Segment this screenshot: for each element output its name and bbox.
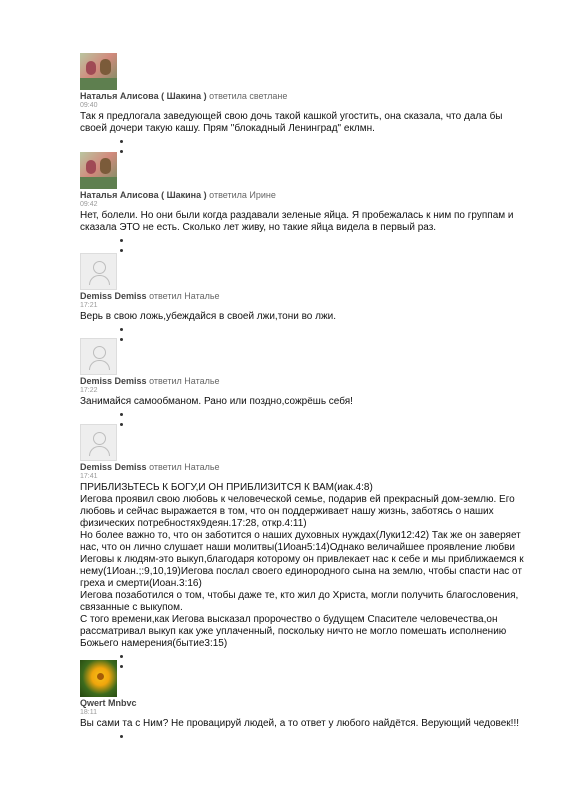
comment-paragraph: Но более важно то, что он заботится о наших духовных нуждах(Луки12:42) Так же он заверяет нас, что он лично слушает наши молитвы(1Иоан5:14)Однако величайшее проявление любви Иеговы к людям-это выкуп,благодаря которому он привлекает нас к себе и мы приближаемся к нему(1Иоан.;:9,10,19)Иегова послал своего единородного сына на землю, чтобы спасти нас от греха и смерти(Иоан.3:16) bbox=[80, 530, 524, 589]
comment-meta bbox=[80, 462, 530, 473]
comment-time: 18:11 bbox=[80, 709, 97, 716]
author-link[interactable]: Qwert Mnbvc bbox=[80, 698, 137, 708]
author-link[interactable]: Demiss Demiss bbox=[80, 291, 147, 301]
action-bullet[interactable] bbox=[80, 137, 530, 147]
author-link[interactable]: Наталья Алисова ( Шакина ) bbox=[80, 190, 207, 200]
reply-target: ответила Ирине bbox=[209, 190, 276, 200]
comment bbox=[80, 424, 530, 672]
comment-time: 17:41 bbox=[80, 473, 98, 480]
comment-time: 17:22 bbox=[80, 387, 98, 394]
author-link[interactable]: Demiss Demiss bbox=[80, 462, 147, 472]
comment-text: Занимайся самообманом. Рано или поздно,сожрёшь себя! bbox=[80, 396, 353, 407]
author-link[interactable]: Demiss Demiss bbox=[80, 376, 147, 386]
comment-actions bbox=[80, 732, 530, 742]
comment bbox=[80, 338, 530, 430]
avatar[interactable] bbox=[80, 424, 117, 461]
comment-text bbox=[80, 482, 530, 650]
comment bbox=[80, 152, 530, 256]
avatar[interactable] bbox=[80, 660, 117, 697]
action-bullet[interactable] bbox=[80, 236, 530, 246]
comment-meta bbox=[80, 91, 530, 102]
comment bbox=[80, 253, 530, 345]
comment-time: 17:21 bbox=[80, 302, 98, 309]
comment-text: Нет, болели. Но они были когда раздавали зеленые яйца. Я пробежалась к ним по группам и сказала ЭТО не есть. Сколько лет живу, но такие яйца видела в первый раз. bbox=[80, 210, 514, 233]
comment-paragraph: Иегова позаботился о том, чтобы даже те, кто жил до Христа, могли получить благословения, связанные с выкупом. bbox=[80, 590, 519, 613]
comment-time: 09:40 bbox=[80, 102, 98, 109]
flower-icon bbox=[97, 673, 104, 680]
comment-time: 09:42 bbox=[80, 201, 98, 208]
user-icon bbox=[93, 432, 106, 445]
reply-target: ответила светлане bbox=[209, 91, 288, 101]
reply-target: ответил Наталье bbox=[149, 376, 220, 386]
comment-paragraph: Иегова проявил свою любовь к человеческой семье, подарив ей прекрасный дом-землю. Его любовь и сейчас выражается в том, что он поддерживает нашу жизнь, заботясь о наших физических потребностях9деян.17:28, откр.4:11) bbox=[80, 494, 515, 529]
author-link[interactable]: Наталья Алисова ( Шакина ) bbox=[80, 91, 207, 101]
comment bbox=[80, 53, 530, 157]
avatar[interactable] bbox=[80, 338, 117, 375]
user-icon bbox=[93, 346, 106, 359]
user-icon bbox=[93, 261, 106, 274]
action-bullet[interactable] bbox=[80, 410, 530, 420]
comment-text: Вы сами та с Ним? Не провацируй людей, а то ответ у любого найдётся. Верующий чедовек!!! bbox=[80, 718, 519, 729]
comment-meta bbox=[80, 291, 530, 302]
avatar[interactable] bbox=[80, 253, 117, 290]
reply-target: ответил Наталье bbox=[149, 462, 220, 472]
avatar[interactable] bbox=[80, 152, 117, 189]
comment-meta bbox=[80, 698, 530, 709]
comment-text: Верь в свою ложь,убеждайся в своей лжи,тони во лжи. bbox=[80, 311, 337, 322]
comment-meta bbox=[80, 190, 530, 201]
comment-text: Так я предлогала заведующей свою дочь такой кашкой угостить, она сказала, что дала бы своей дочери такую кашу. Прям "блокадный Ленинград" еклмн. bbox=[80, 111, 503, 134]
comment-paragraph: ПРИБЛИЗЬТЕСЬ К БОГУ,И ОН ПРИБЛИЗИТСЯ К ВАМ(иак.4:8) bbox=[80, 482, 373, 493]
comment-meta bbox=[80, 376, 530, 387]
comment bbox=[80, 660, 530, 742]
action-bullet[interactable] bbox=[80, 732, 530, 742]
comment-paragraph: С того времени,как Иегова высказал пророчество о будущем Спасителе человечества,он рассматривал выкуп как уже уплаченный, поскольку ничто не могло помешать исполнению Божьего намерения(бытие3:15) bbox=[80, 614, 507, 649]
reply-target: ответил Наталье bbox=[149, 291, 220, 301]
action-bullet[interactable] bbox=[80, 325, 530, 335]
avatar[interactable] bbox=[80, 53, 117, 90]
